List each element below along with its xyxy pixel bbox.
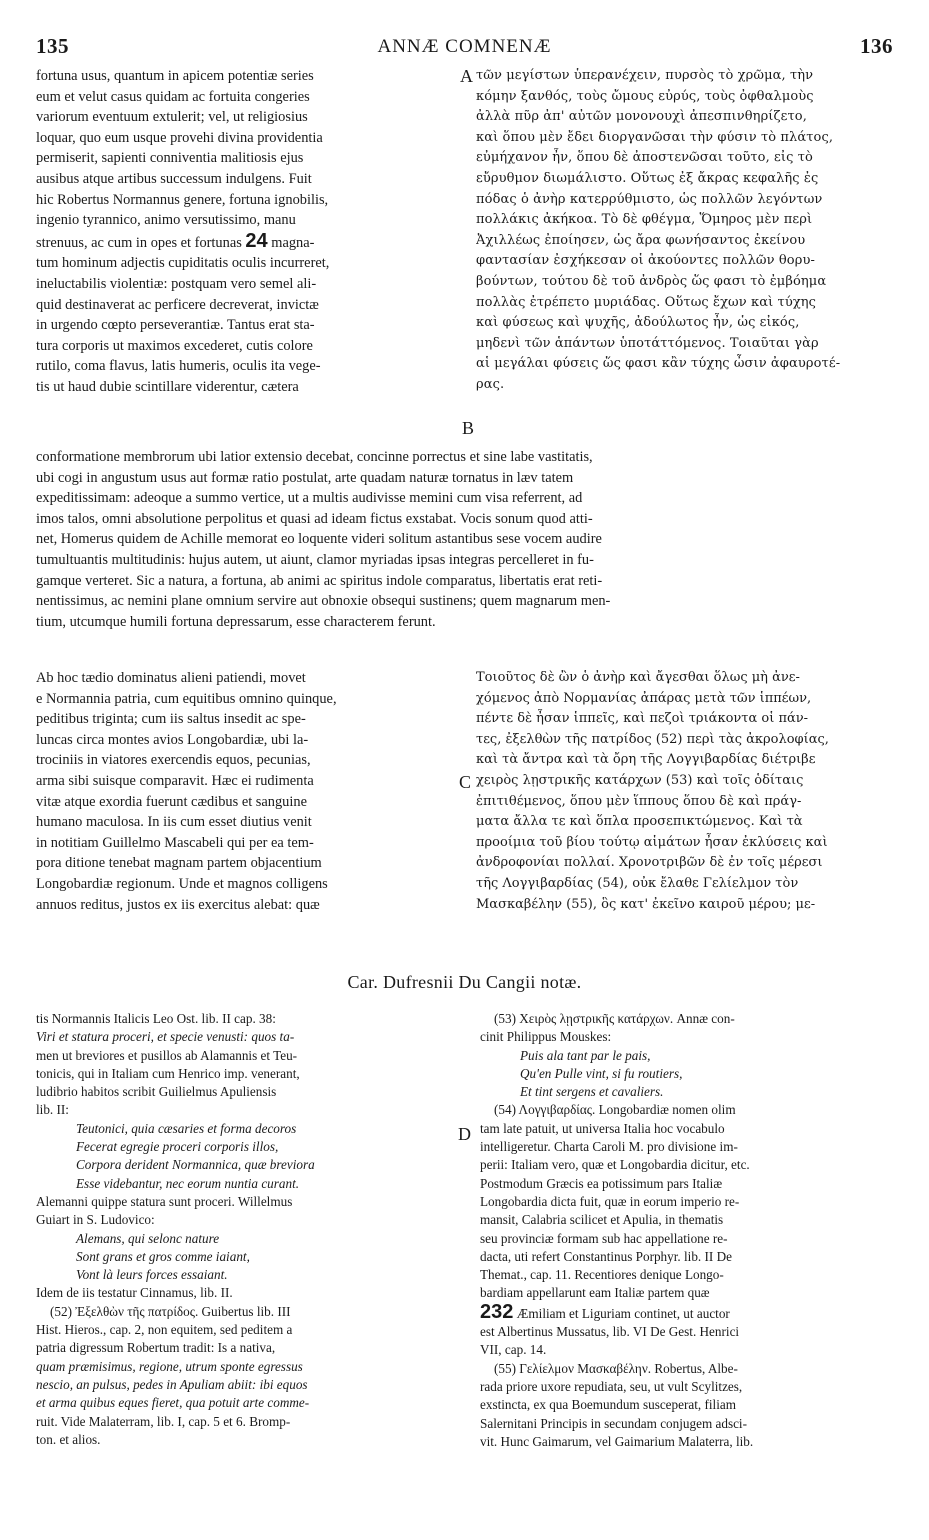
greek-column-top (476, 66, 896, 396)
note-line: mansit, Calabria scilicet et Apulia, in thematis (480, 1212, 724, 1228)
note-line: quam præmisimus, regione, utrum sponte egressus (36, 1358, 303, 1374)
page-header (36, 34, 893, 64)
poem-line: Vont là leurs forces essaiant. (76, 1267, 228, 1283)
text-line: τες, ἐξελθὼν τῆς πατρίδος (52) περὶ τὰς ἀκρολοφίας, (476, 731, 829, 747)
text-fragment: Æmiliam et Liguriam continet, ut auctor (516, 1305, 730, 1321)
note-line: (55) Γελίελμον Μασκαβέλην. Robertus, Albe- (494, 1360, 738, 1376)
note-line: intelligeretur. Charta Caroli M. pro divisione im- (480, 1139, 738, 1155)
text-line: pora ditione tenebat magnam partem objacentium (36, 855, 322, 872)
text-line: αἱ μεγάλαι φύσεις ὥς φασι κἂν τύχης ὦσιν ἀφαυροτέ- (476, 356, 841, 372)
poem-line: Puis ala tant par le pais, (520, 1047, 651, 1063)
note-line: seu provinciæ formam sub hac appellatione re- (480, 1230, 728, 1246)
note-line: vit. Hunc Gaimarum, vel Gaimarium Malaterra, lib. (480, 1433, 754, 1449)
text-line: ubi cogi in angustum usus aut formæ ratio postulat, arte quadam naturæ tornatus in læv tatem (36, 469, 574, 486)
note-line: lib. II: (36, 1102, 69, 1118)
latin-column-middle (36, 668, 458, 915)
text-line: τῆς Λογγιβαρδίας (54), οὐκ ἔλαθε Γελίελμον τὸν (476, 875, 799, 891)
text-line: e Normannia patria, cum equitibus omnino quinque, (36, 690, 337, 707)
note-line: ludibrio habitos scribit Guilielmus Apuliensis (36, 1084, 277, 1100)
note-line: bardiam appellarunt eam Italiæ partem quæ (480, 1285, 710, 1301)
poem-line: Et tint sergens et cavaliers. (520, 1084, 664, 1100)
note-line: dacta, uti refert Constantinus Porphyr. lib. II De (480, 1248, 732, 1264)
text-line: fortuna usus, quantum in apicem potentiæ series (36, 68, 314, 84)
note-line: rada priore uxore repudiata, seu, ut vult Scylitzes, (480, 1378, 743, 1394)
text-line: μηδενὶ τῶν ἁπάντων ὑποτάττόμενος. Τοιαῦται γὰρ (476, 335, 819, 351)
poem-line: Corpora derident Normannica, quæ breviora (76, 1157, 315, 1173)
text-line: luncas circa montes avios Longobardiæ, ubi la- (36, 731, 309, 748)
text-line: χειρὸς λῃστρικῆς κατάρχων (53) καὶ τοῖς ὁδίταις (476, 772, 804, 788)
text-line: arma sibi suisque comparavit. Hæc ei rudimenta (36, 772, 314, 789)
text-line: net, Homerus quidem de Achille memorat eo loquente videri solitum astantibus sese vocem audire (36, 531, 602, 548)
poem-line: Teutonici, quia cæsaries et forma decoros (76, 1120, 297, 1136)
note-line: Guiart in S. Ludovico: (36, 1212, 155, 1228)
note-line: perii: Italiam vero, quæ et Longobardia dicitur, etc. (480, 1157, 750, 1173)
text-line: eum et velut casus quidam ac fortuita congeries (36, 88, 310, 105)
text-line: πέντε δὲ ἦσαν ἱππεῖς, καὶ πεζοὶ τριάκοντα οἱ πάν- (476, 711, 809, 727)
note-line: et arma quibus eques fieret, qua potuit arte comme- (36, 1395, 310, 1411)
note-line (480, 1303, 896, 1323)
latin-full-width (36, 447, 896, 632)
note-line: tonicis, qui in Italiam cum Henrico imp. venerant, (36, 1065, 300, 1081)
text-fragment: magna- (271, 234, 315, 251)
poem-line: Qu'en Pulle vint, si fu routiers, (520, 1065, 683, 1081)
page-number-left: 135 (36, 34, 69, 58)
text-line: ineluctabilis violentiæ: postquam vero semel ali- (36, 275, 317, 292)
poem-line: Fecerat egregie proceri corporis illos, (76, 1139, 279, 1155)
text-line: ἐπιτιθέμενος, ὅπου μὲν ἵππους ὅπου δὲ καὶ πράγ- (476, 793, 802, 809)
notes-column-right (480, 1010, 896, 1451)
text-line: loquar, quo eum usque provehi divina providentia (36, 129, 323, 146)
running-title: ANNÆ COMNENÆ (377, 36, 552, 57)
note-line: Idem de iis testatur Cinnamus, lib. II. (36, 1285, 233, 1301)
text-line: annuos reditus, justos ex iis exercitus alebat: quæ (36, 896, 320, 913)
text-line: expeditissimam: adeoque a summo vertice, ut a multis audivisse memini cum visa referrent, ad (36, 490, 583, 507)
note-line: men ut breviores et pusillos ab Alamannis et Teu- (36, 1047, 298, 1063)
note-line: Hist. Hieros., cap. 2, non equitem, sed peditem a (36, 1322, 293, 1338)
text-line: καὶ ὅπου μὲν ἔδει διοργανῶσαι τὴν φύσιν τὸ πλάτος, (476, 129, 834, 145)
text-line: Ἀχιλλέως ἐποίησεν, ὡς ἄρα φωνήσαντος ἐκείνου (476, 232, 806, 248)
note-line: nescio, an pulsus, pedes in Apuliam abiit: ibi equos (36, 1376, 308, 1392)
text-line: Τοιοῦτος δὲ ὢν ὁ ἀνὴρ καὶ ἄγεσθαι ὅλως μὴ ἀνε- (476, 670, 800, 685)
text-line: humano maculosa. In iis cum esset diutius venit (36, 814, 312, 831)
text-line: Ab hoc tædio dominatus alieni patiendi, movet (36, 670, 306, 686)
text-line: φαντασίαν ἐσχήκεσαν οἱ ἀκούοντες πολλῶν θορυ- (476, 253, 815, 269)
notes-title: Car. Dufresnii Du Cangii notæ. (347, 972, 582, 992)
text-line (36, 231, 458, 254)
text-fragment: strenuus, ac cum in opes et fortunas (36, 234, 242, 251)
text-line: nentissimus, ac nemini plane omnium servire aut obnoxie obsequi sustinens; quem magnarum men- (36, 593, 611, 610)
greek-column-middle (476, 668, 896, 915)
note-line: cinit Philippus Mouskes: (480, 1029, 612, 1045)
poem-line: Sont grans et gros comme iaiant, (76, 1248, 250, 1264)
text-line: tum hominum adjectis cupiditatis oculis incurreret, (36, 255, 330, 272)
page-number-right: 136 (860, 34, 893, 58)
note-line: VII, cap. 14. (480, 1342, 547, 1358)
text-line: trociniis in viatores exercendis equos, pecunias, (36, 752, 311, 769)
text-line: variorum eventuum extulerit; vel, ut religiosius (36, 109, 308, 126)
text-line: permiserit, sapienti conniventia malitiosis ejus (36, 150, 304, 167)
text-line: πόδας ὁ ἀνὴρ κατερρύθμιστο, ὡς πολλῶν λεγόντων (476, 191, 823, 207)
text-line: εὐμήχανον ἦν, ὅπου δὲ ἀποστενῶσαι τοῦτο, εἰς τὸ (476, 150, 813, 166)
text-line: χόμενος ἀπὸ Νορμανίας ἀπάρας μετὰ τῶν ἱππέων, (476, 690, 812, 706)
text-line: ἀλλὰ πῦρ ἀπ' αὐτῶν μονονουχὶ ἀπεσπινθηρίζετο, (476, 109, 807, 125)
text-line: vitæ atque exordia fuerunt cædibus et sanguine (36, 793, 307, 810)
section-marker-a: A (460, 66, 473, 86)
text-line: gamque verteret. Sic a natura, a fortuna, ab animi ac spiritus indole comparatus, libertatis erat reti- (36, 572, 603, 589)
note-line: Salernitani Principis in secundam conjugem adsci- (480, 1415, 747, 1431)
text-line: εὔρυθμον διωμάλιστο. Οὕτως ἐξ ἄκρας κεφαλῆς ἐς (476, 170, 819, 186)
note-line: Viri et statura proceri, et specie venusti: quos ta- (36, 1029, 295, 1045)
note-line: ruit. Vide Malaterram, lib. I, cap. 5 et 6. Bromp- (36, 1413, 291, 1429)
text-line: hic Robertus Normannus genere, fortuna ignobilis, (36, 191, 329, 208)
text-line: tium, utcumque humili fortuna depressarum, esse characterem ferunt. (36, 613, 436, 630)
text-line: in urgendo cœpto perseverantiæ. Tantus erat sta- (36, 317, 315, 334)
text-line: τῶν μεγίστων ὑπερανέχειν, πυρσὸς τὸ χρῶμα, τὴν (476, 68, 814, 83)
text-line: conformatione membrorum ubi latior extensio decebat, concinne porrectus et sine labe vastitatis, (36, 449, 593, 465)
margin-number-24: 24 (245, 230, 268, 252)
text-line: in notitiam Guillelmo Mascabeli qui per ea tem- (36, 834, 314, 851)
text-line: peditibus triginta; cum iis saltus insedit ac spe- (36, 711, 306, 728)
note-line: Themat., cap. 11. Recentiores denique Longo- (480, 1267, 724, 1283)
section-marker-b: B (462, 418, 475, 438)
poem-line: Alemans, qui selonc nature (76, 1230, 220, 1246)
text-line: ausibus atque artibus successum indulgens. Fuit (36, 170, 312, 187)
note-line: (54) Λογγιβαρδίας. Longobardiæ nomen olim (494, 1102, 736, 1118)
text-line: πολλάκις ἀκήκοα. Τὸ δὲ φθέγμα, Ὅμηρος μὲν περὶ (476, 212, 813, 228)
note-line: Postmodum Græcis ea potissimum pars Italiæ (480, 1175, 723, 1191)
text-line: Μασκαβέλην (55), ὃς κατ' ἐκεῖνο καιροῦ μέρου; με- (476, 896, 816, 912)
text-line: quid destinaverat ac perficere decreverat, invictæ (36, 296, 319, 313)
note-line: Alemanni quippe statura sunt proceri. Willelmus (36, 1193, 293, 1209)
note-line: tis Normannis Italicis Leo Ost. lib. II cap. 38: (36, 1011, 276, 1026)
margin-number-232: 232 (480, 1302, 514, 1323)
text-line: ἀνδροφονίαι πολλαί. Χρονοτριβῶν δὲ ἐν τοῖς μέρεσι (476, 855, 823, 871)
text-line: Longobardiæ regionum. Unde et magnos colligens (36, 875, 328, 892)
text-line: κόμην ξανθός, τοὺς ὤμους εὐρύς, τοὺς ὀφθαλμοὺς (476, 88, 814, 104)
section-marker-c: C (459, 772, 472, 792)
note-line: tam late patuit, ut universa Italia hoc vocabulo (480, 1120, 725, 1136)
text-line: προοίμια τοῦ βίου τούτῳ αἱμάτων ἦσαν ἐκλύσεις καὶ (476, 834, 828, 850)
text-line: ingenio tyrannico, animo versutissimo, manu (36, 212, 296, 229)
poem-line: Esse videbantur, nec eorum nuntia curant. (76, 1175, 300, 1191)
text-line: ρας. (476, 376, 505, 392)
note-line: (52) Ἐξελθὼν τῆς πατρίδος. Guibertus lib. III (50, 1303, 291, 1319)
note-line: exstincta, ex qua Boemundum susceperat, filiam (480, 1397, 736, 1413)
text-line: imos talos, omni absolutione perpolitus et quasi ad ideam fictus exstabat. Vocis sonum quod atti- (36, 510, 593, 527)
text-line: ματα ἄλλα τε καὶ ὅπλα προσεπικτώμενος. Καὶ τὰ (476, 814, 803, 830)
latin-column-top (36, 66, 458, 398)
note-line: patria digressum Robertum tradit: Is a nativa, (36, 1340, 276, 1356)
text-line: tura corporis ut maximos excederet, cutis colore (36, 337, 313, 354)
note-line: ton. et alios. (36, 1431, 101, 1447)
note-line: Longobardia dicta fuit, quæ in eorum imperio re- (480, 1193, 740, 1209)
text-line: tis ut haud dubie scintillare viderentur, cætera (36, 378, 299, 395)
text-line: πολλὰς ἐτρέπετο μυριάδας. Οὕτως ἔχων καὶ τύχης (476, 294, 817, 310)
text-line: tumultuantis multitudinis: hujus autem, ut aiunt, clamor myriadas ipsas integras percelleret in fu- (36, 551, 594, 568)
text-line: rutilo, coma flavus, latis humeris, oculis ita vege- (36, 358, 321, 375)
note-line: est Albertinus Mussatus, lib. VI De Gest. Henrici (480, 1324, 740, 1340)
text-line: καὶ τὰ ἄντρα καὶ τὰ ὄρη τῆς Λογγιβαρδίας διέτριβε (476, 752, 816, 768)
text-line: βούντων, τούτου δὲ τοῦ ἀνδρὸς ὥς φασι τὸ ἐμβόημα (476, 273, 827, 289)
notes-column-left (36, 1010, 456, 1449)
section-marker-d: D (458, 1124, 471, 1144)
note-line: (53) Χειρὸς λῃστρικῆς κατάρχων. Annæ con- (494, 1011, 735, 1026)
text-line: καὶ φύσεως καὶ ψυχῆς, ἀδούλωτος ἦν, ὡς εἰκός, (476, 315, 800, 331)
